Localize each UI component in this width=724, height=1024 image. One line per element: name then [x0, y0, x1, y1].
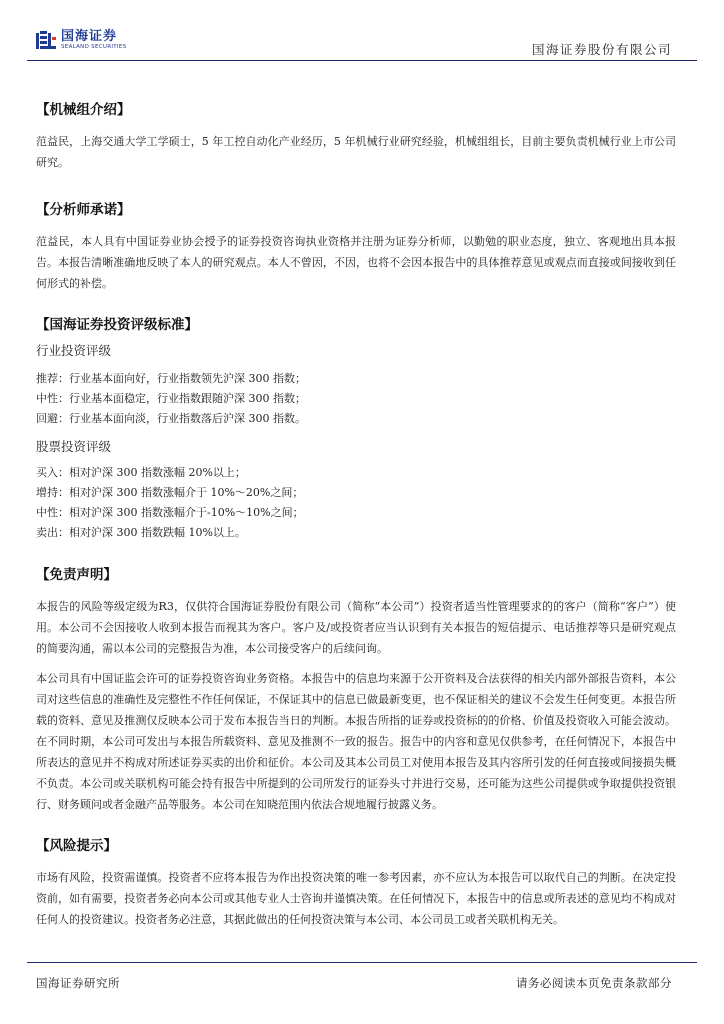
- logo-chinese-name: 国海证券: [61, 29, 118, 44]
- page-header: [0, 0, 724, 62]
- stock-rating-heading: 股票投资评级: [36, 439, 112, 454]
- industry-rating-item: 推荐：行业基本面向好，行业指数领先沪深 300 指数；: [36, 372, 306, 385]
- section-title: 【机械组介绍】: [36, 102, 131, 118]
- header-divider: [27, 60, 697, 61]
- industry-rating-list: [36, 369, 676, 429]
- disclaimer-paragraph-1: 本报告的风险等级定级为R3，仅供符合国海证券股份有限公司（简称“本公司”）投资者适当性管理要求的的客户（简称“客户”）使用。本公司不会因接收人收到本报告而视其为客户。客户及/或投资者应当认识到有关本报告的短信提示、电话推荐等只是研究观点的简要沟通，需以本公司的完整报告为准，本公司接受客户的后续问询。: [36, 600, 676, 655]
- industry-rating-heading: 行业投资评级: [36, 343, 112, 358]
- stock-rating-item: 卖出：相对沪深 300 指数跌幅 10%以上。: [36, 526, 246, 539]
- section-title: 【国海证券投资评级标准】: [36, 317, 198, 333]
- section-title: 【风险提示】: [36, 838, 117, 854]
- stock-rating-item: 中性：相对沪深 300 指数涨幅介于-10%～10%之间；: [36, 506, 304, 519]
- section-rating-standard: [36, 313, 676, 543]
- industry-rating-item: 中性：行业基本面稳定，行业指数跟随沪深 300 指数；: [36, 392, 306, 405]
- sealand-logo: [36, 30, 126, 51]
- page-body: [36, 98, 676, 930]
- stock-rating-list: [36, 463, 676, 543]
- stock-rating-item: 买入：相对沪深 300 指数涨幅 20%以上；: [36, 466, 246, 479]
- section-risk-warning: [36, 834, 676, 930]
- section-text: 市场有风险，投资需谨慎。投资者不应将本报告为作出投资决策的唯一参考因素，亦不应认为本报告可以取代自己的判断。在决定投资前，如有需要，投资者务必向本公司或其他专业人士咨询并谨慎决策。在任何情况下，本报告中的信息或所表述的意见均不构成对任何人的投资建议。投资者务必注意，其据此做出的任何投资决策与本公司、本公司员工或者关联机构无关。: [36, 871, 676, 926]
- footer-institute: 国海证券研究所: [36, 976, 120, 990]
- sealand-logo-icon: [36, 31, 56, 51]
- section-disclaimer: [36, 563, 676, 815]
- section-title: 【免责声明】: [36, 567, 117, 583]
- section-title: 【分析师承诺】: [36, 202, 131, 218]
- section-text: 范益民，上海交通大学工学硕士，5 年工控自动化产业经历，5 年机械行业研究经验，机械组组长，目前主要负责机械行业上市公司研究。: [36, 135, 676, 169]
- company-name: 国海证券股份有限公司: [531, 42, 672, 57]
- stock-rating-item: 增持：相对沪深 300 指数涨幅介于 10%～20%之间；: [36, 486, 304, 499]
- section-machinery-intro: [36, 98, 676, 173]
- logo-english-name: SEALAND SECURITIES: [61, 44, 127, 50]
- section-analyst-commitment: [36, 198, 676, 294]
- footer-divider: [27, 962, 697, 963]
- industry-rating-item: 回避：行业基本面向淡，行业指数落后沪深 300 指数。: [36, 412, 306, 425]
- footer-disclaimer-note: 请务必阅读本页免责条款部分: [516, 976, 672, 990]
- section-text: 范益民，本人具有中国证券业协会授予的证券投资咨询执业资格并注册为证券分析师，以勤勉的职业态度，独立、客观地出具本报告。本报告清晰准确地反映了本人的研究观点。本人不曾因，不因，也将不会因本报告中的具体推荐意见或观点而直接或间接收到任何形式的补偿。: [36, 235, 676, 290]
- disclaimer-paragraph-2: 本公司具有中国证监会许可的证券投资咨询业务资格。本报告中的信息均来源于公开资料及合法获得的相关内部外部报告资料，本公司对这些信息的准确性及完整性不作任何保证，不保证其中的信息已做最新变更，也不保证相关的建议不会发生任何变更。本报告所载的资料、意见及推测仅反映本公司于发布本报告当日的判断。本报告所指的证券或投资标的的价格、价值及投资收入可能会波动。在不同时期，本公司可发出与本报告所载资料、意见及推测不一致的报告。报告中的内容和意见仅供参考，在任何情况下，本报告中所表达的意见并不构成对所述证券买卖的出价和征价。本公司及其本公司员工对使用本报告及其内容所引发的任何直接或间接损失概不负责。本公司或关联机构可能会持有报告中所提到的公司所发行的证券头寸并进行交易，还可能为这些公司提供或争取提供投资银行、财务顾问或者金融产品等服务。本公司在知晓范围内依法合规地履行披露义务。: [36, 672, 676, 811]
